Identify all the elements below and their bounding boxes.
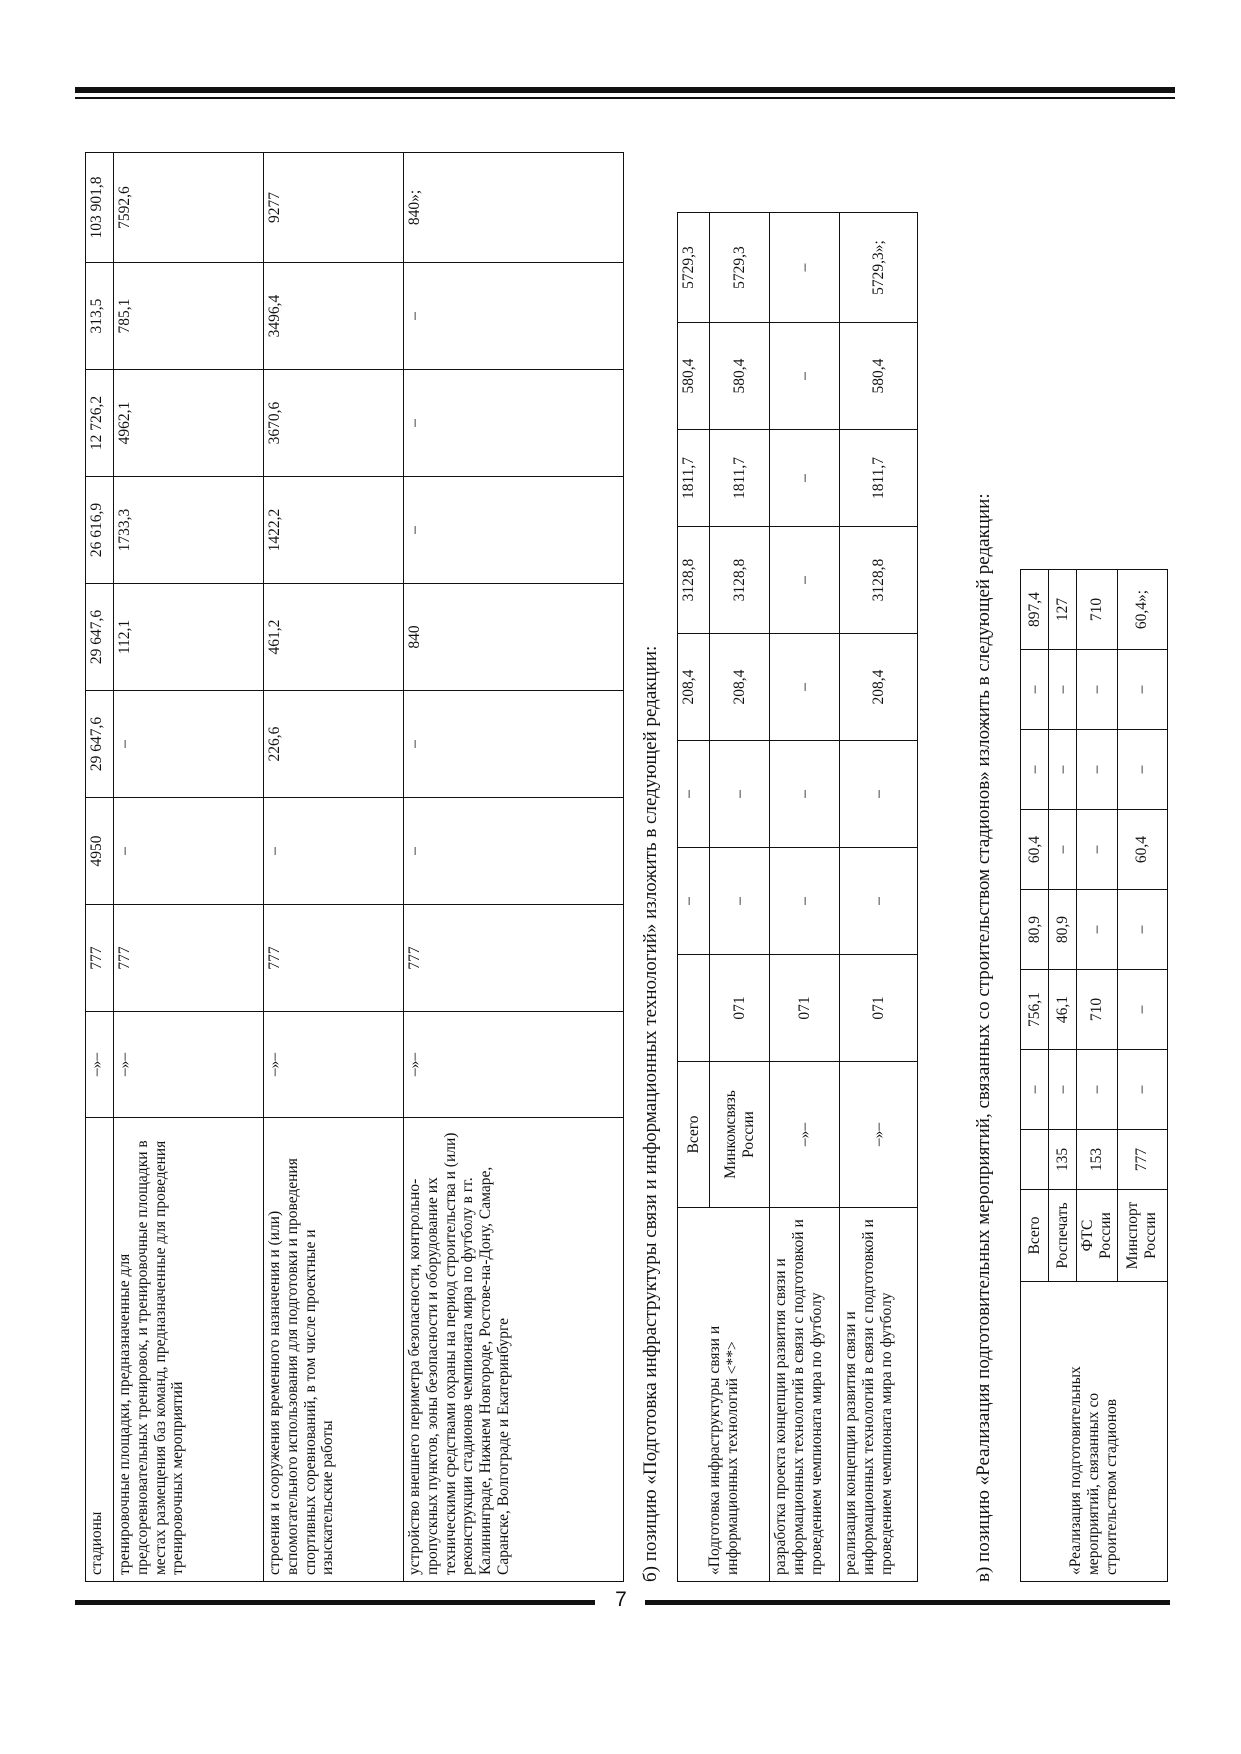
row-description: устройство внешнего периметра безопасности, контрольно-пропускных пунктов, зоны безопасности и оборудование их техническими средствами охраны на период строительства и (или) реконструкции стадионов чемпионата мира по футболу в гг. Калининграде, Нижнем Новгороде, Ростове-на-Дону, Самаре, Саранске, Волгограде и Екатеринбурге	[404, 1118, 624, 1582]
cell: 153	[1077, 1130, 1118, 1190]
comm-main-desc: «Подготовка инфраструктуры связи и информационных технологий <**>	[678, 1208, 770, 1582]
caption-c: в) позицию «Реализация подготовительных мероприятий, связанных со строительством стадионов» изложить в следующей редакции:	[973, 493, 994, 1582]
cell: Роспечать	[1049, 1190, 1077, 1282]
cell: –	[1117, 890, 1167, 970]
cell: –	[404, 263, 624, 370]
cell: –	[1021, 730, 1049, 810]
cell: 60,4	[1021, 810, 1049, 890]
row-description: «Реализация подготовительных мероприятий, связанных со строительством стадионов	[1021, 1282, 1168, 1582]
cell: 4962,1	[114, 370, 264, 477]
cell: 580,4	[840, 323, 918, 430]
cell: –	[840, 741, 918, 848]
cell: 12 726,2	[86, 370, 114, 477]
cell: 208,4	[678, 634, 710, 741]
table-row	[264, 153, 404, 1582]
row-description: строения и сооружения временного назначения и (или) вспомогательного использования для подготовки и проведения спортивных соревнований, в том числе проектные и изыскательские работы	[264, 1118, 404, 1582]
cell: 5729,3	[678, 213, 710, 323]
cell: 580,4	[678, 323, 710, 430]
table-row	[404, 153, 624, 1582]
cell: –	[770, 848, 840, 955]
cell: 777	[264, 905, 404, 1012]
cell: 26 616,9	[86, 477, 114, 584]
cell: –»–	[404, 1012, 624, 1118]
cell: 840	[404, 584, 624, 691]
communications-table	[677, 212, 918, 1582]
cell: –	[1021, 650, 1049, 730]
cell: 3128,8	[678, 527, 710, 634]
cell: –	[114, 691, 264, 798]
cell: ФТС России	[1077, 1190, 1118, 1282]
cell: 710	[1077, 970, 1118, 1050]
cell: –	[404, 370, 624, 477]
header-rule-thick	[75, 87, 1175, 93]
comm-total-empty	[678, 955, 710, 1062]
cell: 127	[1049, 570, 1077, 650]
table-row	[840, 213, 918, 1582]
cell: 3496,4	[264, 263, 404, 370]
cell: 29 647,6	[86, 691, 114, 798]
cell: –	[678, 741, 710, 848]
cell: 1811,7	[678, 430, 710, 527]
preparatory-table	[1020, 569, 1168, 1582]
cell: 135	[1049, 1130, 1077, 1190]
cell: –	[114, 798, 264, 905]
cell: 777	[404, 905, 624, 1012]
cell: 897,4	[1021, 570, 1049, 650]
cell: –	[1117, 1050, 1167, 1130]
cell: –	[1049, 650, 1077, 730]
cell: 226,6	[264, 691, 404, 798]
cell: –	[1077, 730, 1118, 810]
cell: –	[1077, 890, 1118, 970]
table-row	[1021, 570, 1049, 1582]
cell: 29 647,6	[86, 584, 114, 691]
cell: –	[770, 741, 840, 848]
cell: 112,1	[114, 584, 264, 691]
cell: –	[404, 477, 624, 584]
cell: –»–	[114, 1012, 264, 1118]
stadiums-table	[85, 152, 624, 1582]
row-description: стадионы	[86, 1118, 114, 1582]
row-description: разработка проекта концепции развития связи и информационных технологий в связи с подготовкой и проведением чемпионата мира по футболу	[770, 1208, 840, 1582]
cell: 756,1	[1021, 970, 1049, 1050]
cell: Минспорт России	[1117, 1190, 1167, 1282]
cell: –	[1049, 810, 1077, 890]
footer-rule-right	[645, 1600, 1170, 1605]
cell: Всего	[1021, 1190, 1049, 1282]
cell: 103 901,8	[86, 153, 114, 263]
cell: 071	[840, 955, 918, 1062]
table-row	[86, 153, 114, 1582]
cell: 710	[1077, 570, 1118, 650]
cell: 208,4	[840, 634, 918, 741]
cell: –	[710, 848, 770, 955]
cell: –	[1077, 650, 1118, 730]
cell: 461,2	[264, 584, 404, 691]
cell: 840»;	[404, 153, 624, 263]
cell: 071	[770, 955, 840, 1062]
rotated-page-content	[75, 122, 1175, 1582]
row-description: реализация концепции развития связи и информационных технологий в связи с подготовкой и проведением чемпионата мира по футболу	[840, 1208, 918, 1582]
cell: 777	[86, 905, 114, 1012]
cell: –	[770, 213, 840, 323]
header-rule-thin	[75, 97, 1175, 99]
cell: –»–	[264, 1012, 404, 1118]
footer-rule-left	[75, 1600, 595, 1605]
cell: –	[404, 798, 624, 905]
cell: 7592,6	[114, 153, 264, 263]
cell: –	[770, 323, 840, 430]
cell: 1811,7	[840, 430, 918, 527]
cell: –	[1077, 810, 1118, 890]
caption-b: б) позицию «Подготовка инфраструктуры связи и информационных технологий» изложить в следующей редакции:	[640, 645, 661, 1582]
cell: 80,9	[1021, 890, 1049, 970]
cell: 4950	[86, 798, 114, 905]
cell: –»–	[840, 1062, 918, 1208]
cell: –	[770, 430, 840, 527]
cell: 46,1	[1049, 970, 1077, 1050]
cell: 3128,8	[840, 527, 918, 634]
cell: –	[1049, 730, 1077, 810]
cell: 1733,3	[114, 477, 264, 584]
cell: 3670,6	[264, 370, 404, 477]
cell: 785,1	[114, 263, 264, 370]
cell: –	[1077, 1050, 1118, 1130]
cell: –»–	[86, 1012, 114, 1118]
page-number: 7	[615, 1588, 627, 1611]
cell: 313,5	[86, 263, 114, 370]
cell: –	[1049, 1050, 1077, 1130]
cell: 80,9	[1049, 890, 1077, 970]
cell: 1422,2	[264, 477, 404, 584]
cell: 5729,3»;	[840, 213, 918, 323]
cell: –	[710, 741, 770, 848]
cell: 777	[1117, 1130, 1167, 1190]
table-row	[770, 213, 840, 1582]
cell: 9277	[264, 153, 404, 263]
cell: 60,4	[1117, 810, 1167, 890]
cell	[1021, 1130, 1049, 1190]
cell: –	[1117, 730, 1167, 810]
cell: –»–	[770, 1062, 840, 1208]
cell: 208,4	[710, 634, 770, 741]
cell: –	[1021, 1050, 1049, 1130]
table-row	[114, 153, 264, 1582]
cell: 071	[710, 955, 770, 1062]
cell: –	[1117, 970, 1167, 1050]
cell: –	[770, 634, 840, 741]
cell: –	[678, 848, 710, 955]
cell: 60,4»;	[1117, 570, 1167, 650]
cell: –	[770, 527, 840, 634]
cell: 580,4	[710, 323, 770, 430]
cell: 1811,7	[710, 430, 770, 527]
row-description: тренировочные площадки, предназначенные для предсоревновательных тренировок, и тренировочные площадки в местах размещения баз команд, предназначенные для проведения тренировочных мероприятий	[114, 1118, 264, 1582]
cell: –	[404, 691, 624, 798]
comm-total-label: Всего	[678, 1062, 710, 1208]
cell: –	[1117, 650, 1167, 730]
cell: –	[264, 798, 404, 905]
cell: 5729,3	[710, 213, 770, 323]
cell: 3128,8	[710, 527, 770, 634]
cell: 777	[114, 905, 264, 1012]
comm-ministry: Минкомсвязь России	[710, 1062, 770, 1208]
cell: –	[840, 848, 918, 955]
